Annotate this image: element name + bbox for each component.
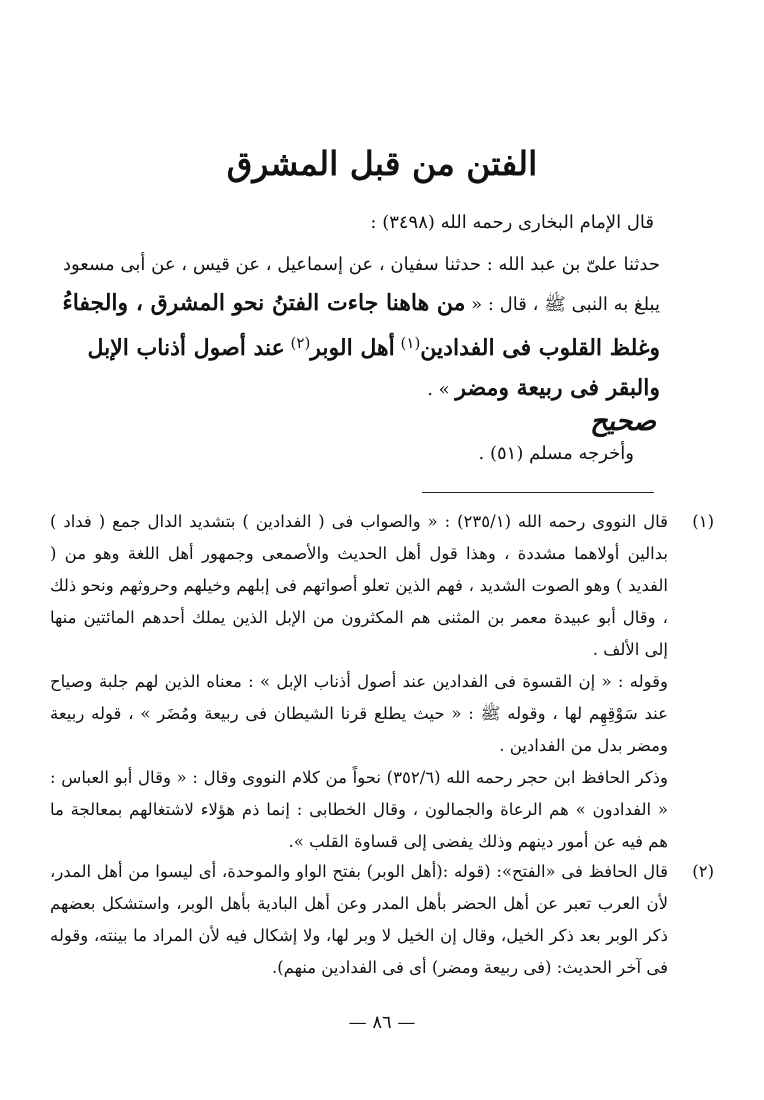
narration-intro: قال الإمام البخارى رحمه الله (٣٤٩٨) : (370, 212, 654, 233)
footnote-divider (422, 492, 654, 493)
hadith-text-part2: أهل الوبر (310, 335, 395, 361)
footnote-paragraph: وقوله : « إن القسوة فى الفدادين عند أصول أذناب الإبل » : معناه الذين لهم جلبة وصياح عند سَوْقِهِم لها ، وقوله ﷺ : « حيث يطلع قرنا الشيطان فى ربيعة ومُضَر » ، قوله ربيعة ومضر بدل من الفدادين . (50, 672, 668, 755)
footnote-paragraph: قال النووى رحمه الله (٢٣٥/١) : « والصواب فى ( الفدادين ) بتشديد الدال جمع ( فداد ) بدالين أولاهما مشددة ، وهذا قول أهل الحديث والأصمعى وجمهور أهل اللغة وهو من ( الفديد ) وهو الصوت الشديد ، فهم الذين تعلو أصواتهم فى إبلهم وخيلهم وحروثهم ونحو ذلك ، وقال أبو عبيدة معمر بن المثنى هم المكثرون من الإبل الذين يملك أحدهم المائتين منها إلى الألف . (50, 512, 668, 659)
hadith-text-part3: عند أصول أذناب الإبل والبقر فى ربيعة ومضر (87, 335, 660, 401)
hadith-body (52, 246, 660, 409)
footnote-mark-1[interactable]: (١) (400, 334, 421, 352)
hadith-chain: حدثنا علىّ بن عبد الله : حدثنا سفيان ، عن إسماعيل ، عن قيس ، عن أبى مسعود يبلغ به النبى ﷺ ، قال : (62, 254, 660, 315)
hadith-grade: صحيح (590, 406, 656, 437)
takhrij-source: وأخرجه مسلم (٥١) . (478, 443, 634, 464)
footnote-1 (50, 506, 714, 858)
footnote-paragraph: وذكر الحافظ ابن حجر رحمه الله (٣٥٢/٦) نحواً من كلام النووى وقال : « وقال أبو العباس : « الفدادون » هم الرعاة والجمالون ، وقال الخطابى : إنما ذم هؤلاء لاشتغالهم بمعالجة ما هم فيه عن أمور دينهم وذلك يفضى إلى قساوة القلب ». (50, 768, 669, 851)
chapter-title: الفتن من قبل المشرق (226, 144, 538, 183)
footnote-number: (٢) (692, 862, 714, 881)
quote-close: » . (427, 379, 450, 400)
footnote-2 (50, 856, 714, 984)
quote-open: « (471, 294, 483, 315)
footnote-mark-2[interactable]: (٢) (290, 334, 311, 352)
footnote-paragraph: قال الحافظ فى «الفتح»: (قوله :(أهل الوبر) بفتح الواو والموحدة، أى ليسوا من أهل المدر، لأن العرب تعبر عن أهل الحضر بأهل المدر وعن أهل البادية بأهل الوبر، واستشكل بعضهم ذكر الوبر بعد ذكر الخيل، وقال إن الخيل لا وبر لها، ولا إشكال فيه لأن المراد ما بينته، وقوله فى آخر الحديث: (فى ربيعة ومضر) أى فى الفدادين منهم). (50, 862, 668, 977)
footnote-number: (١) (692, 512, 714, 531)
page-number: — ٨٦ — (348, 1012, 416, 1033)
hadith-text-part1: من هاهنا جاءت الفتنُ نحو المشرق ، والجفاءُ وغلظ القلوب فى الفدادين (62, 290, 660, 361)
